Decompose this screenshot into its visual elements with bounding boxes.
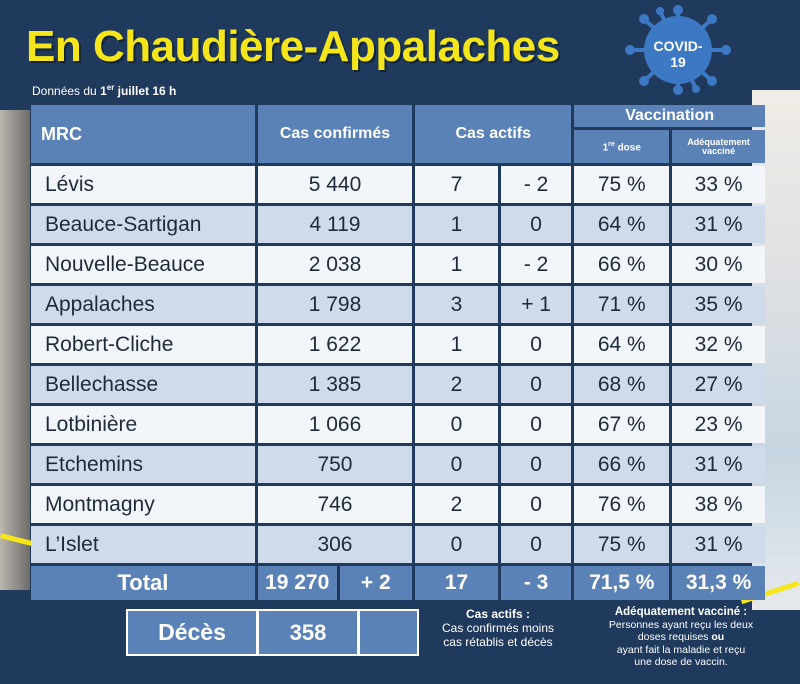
table-row (31, 526, 765, 563)
table-row (31, 486, 765, 523)
note-active-title: Cas actifs : (465, 607, 531, 621)
table-row (31, 286, 765, 323)
cell-confirmed: 746 (258, 486, 412, 523)
cell-mrc: Nouvelle-Beauce (31, 246, 255, 283)
header-mrc: MRC (31, 105, 255, 163)
cell-adequate: 32 % (672, 326, 765, 363)
cell-active-change: 0 (501, 486, 572, 523)
cell-adequate: 30 % (672, 246, 765, 283)
note-active-line: Cas confirmés moins (441, 621, 555, 635)
note-adequate-line: ayant fait la maladie et reçu (616, 643, 746, 656)
cell-active: 0 (415, 526, 498, 563)
cell-first-dose: 64 % (574, 326, 669, 363)
cell-confirmed: 306 (258, 526, 412, 563)
total-confirmed-change: + 2 (340, 566, 413, 600)
table-row (31, 326, 765, 363)
cell-mrc: Etchemins (31, 446, 255, 483)
cell-active-change: 0 (501, 326, 572, 363)
cell-active: 0 (415, 446, 498, 483)
total-active-change: - 3 (501, 566, 572, 600)
header-first-dose: 1re dose (574, 130, 669, 163)
note-adequate-line: une dose de vaccin. (634, 656, 728, 668)
cell-confirmed: 1 385 (258, 366, 412, 403)
cell-mrc: Montmagny (31, 486, 255, 523)
note-active-cases (420, 607, 576, 649)
cell-adequate: 38 % (672, 486, 765, 523)
table-row (31, 446, 765, 483)
cell-confirmed: 2 038 (258, 246, 412, 283)
data-date: Données du 1er juillet 16 h (32, 83, 177, 98)
note-adequately-vaccinated (588, 606, 774, 669)
cell-active-change: 0 (501, 406, 572, 443)
cell-first-dose: 75 % (574, 166, 669, 203)
cell-active-change: 0 (501, 366, 572, 403)
table-row (31, 166, 765, 203)
header-vaccination: Vaccination (574, 105, 765, 127)
note-adequate-line: doses requises ou (637, 631, 725, 643)
table-row (31, 406, 765, 443)
total-adequate: 31,3 % (672, 566, 765, 600)
cell-confirmed: 1 066 (258, 406, 412, 443)
cell-active: 1 (415, 326, 498, 363)
total-label: Total (31, 566, 255, 600)
total-row (31, 566, 765, 600)
note-active-line: cas rétablis et décès (443, 635, 553, 649)
table-row (31, 246, 765, 283)
deaths-panel (126, 609, 419, 656)
cell-active-change: - 2 (501, 246, 572, 283)
cell-active: 1 (415, 246, 498, 283)
cell-first-dose: 66 % (574, 246, 669, 283)
cell-mrc: Appalaches (31, 286, 255, 323)
covid-badge: COVID- 19 (653, 38, 703, 70)
cell-active-change: + 1 (501, 286, 572, 323)
cell-adequate: 35 % (672, 286, 765, 323)
cell-mrc: Bellechasse (31, 366, 255, 403)
total-confirmed: 19 270 (258, 566, 337, 600)
cell-confirmed: 5 440 (258, 166, 412, 203)
cell-adequate: 23 % (672, 406, 765, 443)
table-row (31, 366, 765, 403)
cell-first-dose: 64 % (574, 206, 669, 243)
note-adequate-title: Adéquatement vacciné : (614, 606, 748, 618)
cell-active: 3 (415, 286, 498, 323)
cell-mrc: Beauce-Sartigan (31, 206, 255, 243)
cell-confirmed: 1 622 (258, 326, 412, 363)
table-row (31, 206, 765, 243)
header-active: Cas actifs (415, 105, 571, 163)
cell-mrc: Lotbinière (31, 406, 255, 443)
cell-confirmed: 1 798 (258, 286, 412, 323)
cell-confirmed: 750 (258, 446, 412, 483)
page-title: En Chaudière-Appalaches (26, 22, 560, 71)
cell-active: 7 (415, 166, 498, 203)
cell-active-change: 0 (501, 526, 572, 563)
cell-adequate: 31 % (672, 446, 765, 483)
cell-active: 0 (415, 406, 498, 443)
cell-first-dose: 75 % (574, 526, 669, 563)
cell-active: 1 (415, 206, 498, 243)
cell-first-dose: 71 % (574, 286, 669, 323)
cell-active: 2 (415, 366, 498, 403)
total-active: 17 (415, 566, 498, 600)
deaths-value: 358 (259, 611, 357, 654)
mrc-data-table (28, 102, 768, 603)
cell-adequate: 27 % (672, 366, 765, 403)
cell-adequate: 31 % (672, 526, 765, 563)
cell-first-dose: 67 % (574, 406, 669, 443)
note-adequate-line: Personnes ayant reçu les deux (608, 618, 754, 631)
deaths-label: Décès (128, 611, 256, 654)
header-adequately-vaccinated: Adéquatement vacciné (672, 130, 765, 163)
cell-confirmed: 4 119 (258, 206, 412, 243)
cell-mrc: Robert-Cliche (31, 326, 255, 363)
cell-first-dose: 76 % (574, 486, 669, 523)
cell-active-change: - 2 (501, 166, 572, 203)
cell-first-dose: 68 % (574, 366, 669, 403)
total-first-dose: 71,5 % (574, 566, 669, 600)
cell-active-change: 0 (501, 446, 572, 483)
cell-adequate: 31 % (672, 206, 765, 243)
cell-active: 2 (415, 486, 498, 523)
cell-mrc: L’Islet (31, 526, 255, 563)
header-confirmed: Cas confirmés (258, 105, 412, 163)
cell-mrc: Lévis (31, 166, 255, 203)
background-photo-left (0, 110, 30, 590)
cell-adequate: 33 % (672, 166, 765, 203)
cell-active-change: 0 (501, 206, 572, 243)
deaths-change-empty (360, 611, 417, 654)
cell-first-dose: 66 % (574, 446, 669, 483)
